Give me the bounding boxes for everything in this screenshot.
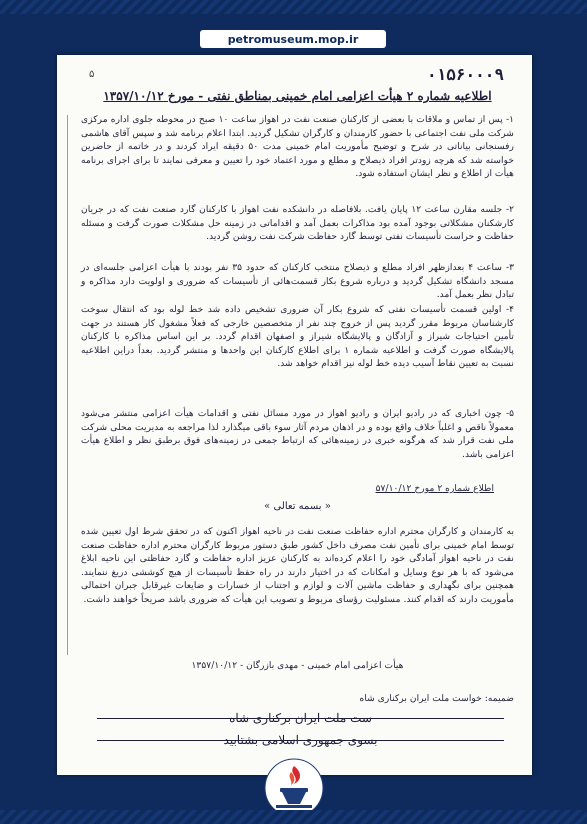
paragraph-5: ۵- چون اخباری که در رادیو ایران و رادیو اهواز در مورد مسائل نفتی و اقدامات هیأت اعزامی منتشر می‌شود معمولاً ناقص و اغلباً خلاف واقع بوده و در اذهان مردم آثار سوء باقی میگذارد لذا مراجعه به مدیریت محلی شرکت ملی نفت قرار شد که هرگونه خبری در زمینه‌هائی که ارتباط جمعی در زمینه‌های فوق برطبق نظر و اطلاع هیأت اعزامی باشد. [81, 408, 514, 460]
document-number: ۰۱۵۶۰۰۰۹ [426, 65, 504, 84]
document-page [57, 55, 532, 775]
ministry-logo-icon [258, 758, 330, 818]
top-stripe [0, 0, 587, 14]
page-mark: ۵ [89, 69, 95, 80]
closing-paragraph: به کارمندان و کارگران محترم اداره حفاظت صنعت نفت در ناحیه اهواز اکنون که در تحقق شرط اول تعیین شده توسط امام خمینی برای تأمین نفت مصرف داخل کشور طبق دستور مربوط کارگران محترم اداره حفاظت صنعت نفت در ناحیه اهواز آمادگی خود را اعلام کرده‌اند به کارکنان عزیز اداره حفاظت و گارد حفاظتی این ناحیه ابلاغ می‌شود که با هر نوع وسایل و امکانات که در اختیار دارند در راه حفظ تأسیسات از هیچ کوششی دریغ ننمایند. همچنین برای نگهداری و حفاظت ماشین آلات و لوازم و اجتناب از خسارات و ضایعات غیرقابل جبران احتمالی مأموریت دارند که اقدام کنند. مسئولیت رؤسای مربوط و تصویب این هیأت که ضروری باشد صریحاً خواهند داشت. [81, 526, 514, 605]
margin-line [67, 115, 68, 655]
document-title: اطلاعیه شماره ۲ هیأت اعزامی امام خمینی بمناطق نفتی - مورخ ۱۳۵۷/۱۰/۱۲ [103, 89, 492, 103]
postscript: ضمیمه: خواست ملت ایران برکناری شاه [359, 693, 514, 704]
source-url-label: petromuseum.mop.ir [200, 30, 386, 48]
bismillah-heading: « بسمه تعالی » [264, 501, 331, 512]
struck-through-lines [87, 707, 514, 751]
paragraph-4: ۴- اولین قسمت تأسیسات نفتی که شروع بکار آن ضروری تشخیص داده شد خط لوله بود که انتقال سوخت کارشناسان مربوط مقرر گردید پس از خروج چند نفر از متخصصین خارجی که فعلاً مشغول کار هستند در جهت تأمین احتیاجات شیراز و آزادگان و پالایشگاه شیراز و اصفهان اقدام گردد. بر این اساس مذاکره با کارکنان پالایشگاه صورت گرفت و اطلاعیه شماره ۱ برای اطلاع کارکنان این واحدها و منتشر گردید. بعداً دراین اطلاعیه نسبت به تعیین نقاط آسیب دیده خط لوله نیز اقدام خواهد شد. [81, 304, 514, 370]
signature-block: هیأت اعزامی امام خمینی - مهدی بازرگان - ۱۳۵۷/۱۰/۱۲ [191, 660, 404, 671]
paragraph-3: ۳- ساعت ۴ بعدازظهر افراد مطلع و ذیصلاح منتخب کارکنان که حدود ۳۵ نفر بودند با هیأت اعزامی جلسه‌ای در مسجد دانشگاه تشکیل گردید و درباره شروع بکار قسمت‌هائی از تأسیسات که ضروری و اولویت دارد مذاکره و تبادل نظر بعمل آمد. [81, 262, 515, 301]
bottom-stripe [0, 810, 587, 824]
paragraph-2: ۲- جلسه مقارن ساعت ۱۲ پایان یافت. بلافاصله در دانشکده نفت اهواز با کارکنان گارد صنعت نفت که در جریان کارشکنان مشکلاتی بوجود آمده بود مذاکرات بعمل آمد و اقداماتی در زمینه حل مشکلات صورت گرفت و مسئله حفاظت و حراست تأسیسات نفتی توسط گارد حفاظت شرکت نفت روشن گردید. [81, 204, 514, 243]
announcement-reference: اطلاع شماره ۲ مورخ ۵۷/۱۰/۱۲ [375, 483, 494, 494]
paragraph-1: ۱- پس از تماس و ملاقات با بعضی از کارکنان صنعت نفت در اهواز ساعت ۱۰ صبح در محوطه جلوی اداره مرکزی شرکت ملی نفت اجتماعی با حضور کارمندان و کارگران تشکیل گردید. ابتدا اعلام برنامه شد و سپس آقای هاشمی رفسنجانی بیاناتی در شرح و توضیح مأموریت امام خمینی مدت ۵۰ دقیقه ایراد کردند و در خاتمه از حاضرین خواسته شد که هرچه زودتر افراد ذیصلاح و مطلع و مورد اعتماد خود را تعیین و معرفی نمایند تا برای اجرای برنامه هیأت از اطلاع و نظر ایشان استفاده شود. [81, 114, 514, 180]
struck-line-2: بسوی جمهوری اسلامی بشتابید [87, 729, 514, 751]
struck-line-1: ست ملت ایران برکناری شاه [87, 707, 514, 729]
